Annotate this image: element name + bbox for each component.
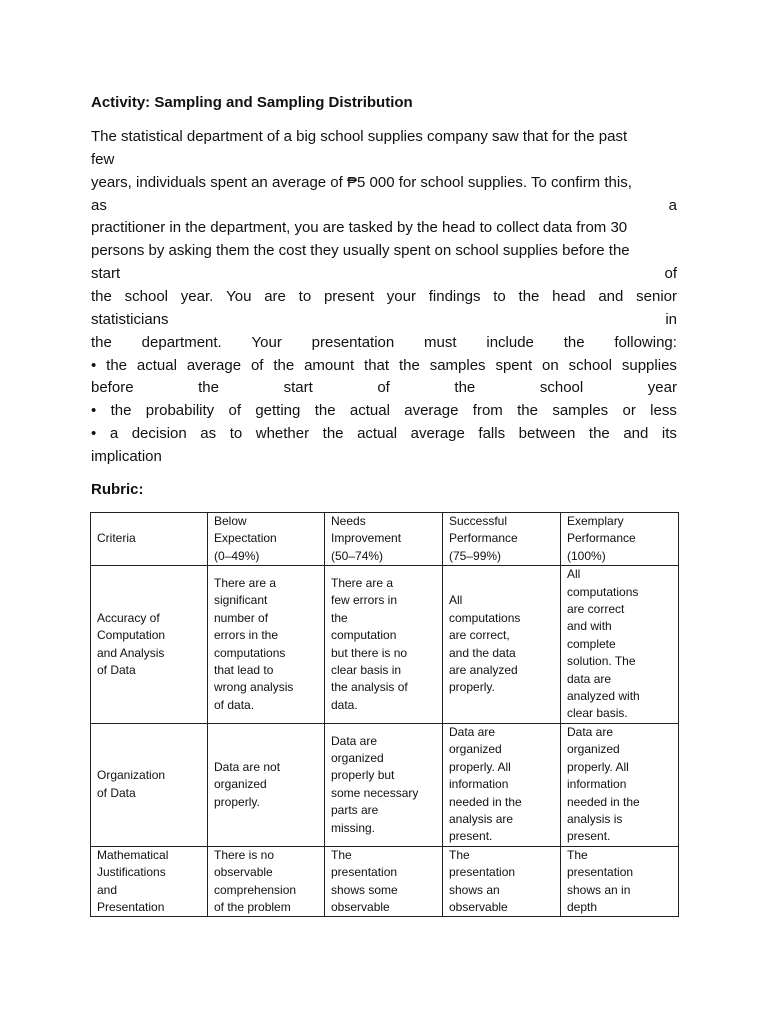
rubric-row: [91, 846, 679, 917]
cell-text-line: complete: [567, 636, 616, 651]
paragraph-word: to: [493, 287, 506, 305]
cell-text-line: clear basis.: [567, 706, 628, 721]
below-expectation-cell: [208, 513, 325, 566]
paragraph-line: persons by asking them the cost they usually spent on school supplies before the: [91, 242, 630, 260]
cell-text-line: Performance: [449, 531, 518, 546]
cell-text-line: Improvement: [331, 531, 402, 546]
cell-text-line: solution. The: [567, 654, 636, 669]
paragraph-word: the: [91, 287, 112, 305]
rubric-row: [91, 723, 679, 846]
paragraph-word: to: [298, 287, 312, 305]
cell-text-line: needed in the: [567, 794, 640, 809]
cell-text-line: and the data: [449, 645, 516, 660]
paragraph-word: between: [518, 425, 576, 443]
paragraph-line: [91, 378, 677, 398]
needs-improvement-cell: [325, 846, 443, 917]
paragraph-word: the: [273, 356, 295, 374]
paragraph-word: falls: [478, 425, 506, 443]
paragraph-word: include: [486, 333, 534, 351]
paragraph-word: samples: [552, 402, 609, 420]
paragraph-line: implication: [91, 447, 162, 465]
cell-text-line: Expectation: [214, 531, 277, 546]
paragraph-word: the: [398, 356, 420, 374]
paragraph-word: of: [377, 379, 390, 397]
cell-text-line: Mathematical: [97, 847, 169, 862]
paragraph-word: Your: [251, 333, 282, 351]
cell-text-line: properly.: [214, 794, 260, 809]
rubric-title: Rubric:: [91, 481, 144, 498]
cell-text-line: Organization: [97, 768, 166, 783]
cell-text-line: data.: [331, 697, 358, 712]
cell-text-line: analyzed with: [567, 689, 640, 704]
paragraph-word: head: [552, 287, 586, 305]
cell-text-line: Data are: [331, 733, 378, 748]
paragraph-line: [91, 310, 677, 330]
cell-text-line: significant: [214, 593, 268, 608]
paragraph-word: samples: [429, 356, 486, 374]
paragraph-word: department.: [141, 333, 222, 351]
cell-text-line: There are a: [214, 575, 277, 590]
cell-text-line: Data are not: [214, 759, 281, 774]
paragraph-word: school: [539, 379, 584, 397]
cell-text-line: (75–99%): [449, 548, 502, 563]
cell-text-line: the analysis of: [331, 680, 408, 695]
cell-text-line: Justifications: [97, 865, 166, 880]
successful-performance-cell: [443, 513, 561, 566]
cell-text-line: (0–49%): [214, 548, 260, 563]
paragraph-line: [91, 264, 677, 284]
cell-text-line: information: [567, 777, 627, 792]
paragraph-word: •: [91, 356, 97, 374]
paragraph-word: average: [404, 402, 459, 420]
criteria-cell: [91, 566, 208, 724]
cell-text-line: are correct,: [449, 628, 510, 643]
successful-performance-cell: [443, 846, 561, 917]
exemplary-performance-cell: [561, 723, 679, 846]
cell-text-line: properly.: [449, 680, 495, 695]
paragraph-word: actual: [136, 356, 177, 374]
activity-title: Activity: Sampling and Sampling Distribution: [91, 94, 413, 111]
below-expectation-cell: [208, 723, 325, 846]
cell-text-line: and with: [567, 619, 612, 634]
paragraph-word: presentation: [311, 333, 395, 351]
paragraph-word: probability: [145, 402, 215, 420]
paragraph-line: [91, 401, 677, 421]
cell-text-line: of Data: [97, 662, 136, 677]
cell-text-line: Performance: [567, 531, 636, 546]
cell-text-line: presentation: [331, 865, 398, 880]
cell-text-line: and: [97, 882, 118, 897]
cell-text-line: observable: [449, 899, 508, 914]
cell-text-line: There is no: [214, 847, 275, 862]
cell-text-line: analysis are: [449, 811, 514, 826]
paragraph-word: must: [424, 333, 457, 351]
cell-text-line: All: [567, 567, 581, 582]
paragraph-word: •: [91, 402, 97, 420]
paragraph-word: the: [563, 333, 585, 351]
below-expectation-cell: [208, 566, 325, 724]
cell-text-line: properly. All: [449, 759, 511, 774]
criteria-cell: [91, 723, 208, 846]
cell-text-line: Data are: [449, 724, 496, 739]
paragraph-word: decision: [131, 425, 187, 443]
cell-text-line: depth: [567, 899, 598, 914]
paragraph-line: The statistical department of a big school supplies company saw that for the past: [91, 128, 628, 145]
cell-text-line: observable: [214, 865, 273, 880]
cell-text-line: organized: [214, 777, 267, 792]
paragraph-word: school: [124, 287, 168, 305]
paragraph-word: start: [283, 379, 313, 397]
paragraph-word: your: [386, 287, 416, 305]
successful-performance-cell: [443, 566, 561, 724]
cell-text-line: computation: [331, 628, 397, 643]
paragraph-word: or: [622, 402, 636, 420]
paragraph-line: practitioner in the department, you are tasked by the head to collect data from 30: [91, 219, 628, 237]
paragraph-word: the: [588, 425, 610, 443]
paragraph-line: years, individuals spent an average of ₱5 000 for school supplies. To confirm this,: [91, 173, 632, 191]
cell-text-line: Criteria: [97, 531, 136, 546]
cell-text-line: the: [331, 610, 348, 625]
paragraph-word: a: [109, 425, 119, 443]
cell-text-line: information: [449, 777, 509, 792]
cell-text-line: The: [567, 847, 588, 862]
paragraph-word: getting: [255, 402, 301, 420]
paragraph-word: You: [226, 287, 252, 305]
paragraph-line: few: [91, 150, 115, 168]
cell-text-line: parts are: [331, 803, 379, 818]
paragraph-word: the: [322, 425, 344, 443]
paragraph-word: of: [228, 402, 241, 420]
cell-text-line: computations: [567, 584, 639, 599]
cell-text-line: that lead to: [214, 662, 274, 677]
cell-text-line: computations: [214, 645, 286, 660]
paragraph-word: the: [314, 402, 336, 420]
cell-text-line: properly. All: [567, 759, 629, 774]
cell-text-line: Exemplary: [567, 514, 624, 528]
paragraph-word: and: [623, 425, 649, 443]
cell-text-line: errors in the: [214, 628, 279, 643]
cell-text-line: shows some: [331, 882, 398, 897]
cell-text-line: comprehension: [214, 882, 297, 897]
criteria-cell: [91, 846, 208, 917]
paragraph-word: from: [472, 402, 503, 420]
paragraph-word: in: [665, 310, 677, 328]
cell-text-line: There are a: [331, 575, 394, 590]
cell-text-line: organized: [567, 742, 620, 757]
paragraph-word: before: [91, 379, 134, 397]
paragraph-word: supplies: [621, 356, 677, 374]
cell-text-line: shows an in: [567, 882, 631, 897]
cell-text-line: shows an: [449, 882, 500, 897]
paragraph-word: its: [661, 425, 677, 443]
paragraph-word: findings: [428, 287, 481, 305]
paragraph-line: [91, 333, 677, 353]
paragraph-word: actual: [349, 402, 390, 420]
paragraph-word: of: [664, 265, 677, 283]
cell-text-line: The: [331, 847, 352, 862]
cell-text-line: Accuracy of: [97, 610, 160, 625]
paragraph-word: as: [200, 425, 217, 443]
below-expectation-cell: [208, 846, 325, 917]
paragraph-word: following:: [614, 333, 677, 351]
paragraph-word: school: [568, 356, 612, 374]
paragraph-word: year.: [180, 287, 214, 305]
paragraph-word: start: [91, 265, 121, 283]
paragraph-word: amount: [304, 356, 355, 374]
cell-text-line: data are: [567, 671, 612, 686]
cell-text-line: presentation: [567, 865, 634, 880]
cell-text-line: organized: [331, 750, 384, 765]
cell-text-line: clear basis in: [331, 662, 402, 677]
paragraph-word: the: [517, 402, 538, 420]
cell-text-line: needed in the: [449, 794, 522, 809]
paragraph-word: are: [264, 287, 286, 305]
paragraph-line: [91, 356, 677, 376]
paragraph-line: [91, 196, 677, 216]
paragraph-line: [91, 424, 677, 444]
paragraph-word: •: [91, 425, 97, 443]
cell-text-line: Presentation: [97, 899, 165, 914]
paragraph-word: statisticians: [91, 310, 169, 328]
paragraph-line: [91, 287, 677, 307]
paragraph-word: year: [647, 379, 677, 397]
rubric-header-row: [91, 513, 679, 566]
cell-text-line: observable: [331, 899, 390, 914]
paragraph-word: the: [106, 356, 128, 374]
cell-text-line: missing.: [331, 820, 376, 835]
cell-text-line: organized: [449, 742, 502, 757]
paragraph-word: as: [91, 196, 107, 214]
cell-text-line: present.: [567, 829, 611, 844]
paragraph-word: the: [91, 333, 112, 351]
paragraph-word: average: [410, 425, 465, 443]
paragraph-word: senior: [636, 287, 677, 305]
paragraph-word: actual: [357, 425, 398, 443]
cell-text-line: are analyzed: [449, 662, 518, 677]
rubric-table: [90, 512, 679, 917]
cell-text-line: Successful: [449, 514, 508, 528]
cell-text-line: but there is no: [331, 645, 408, 660]
cell-text-line: presentation: [449, 865, 516, 880]
cell-text-line: Computation: [97, 628, 166, 643]
cell-text-line: analysis is: [567, 811, 623, 826]
paragraph-word: to: [229, 425, 243, 443]
cell-text-line: All: [449, 593, 463, 608]
cell-text-line: and Analysis: [97, 645, 165, 660]
needs-improvement-cell: [325, 513, 443, 566]
cell-text-line: (50–74%): [331, 548, 384, 563]
exemplary-performance-cell: [561, 513, 679, 566]
cell-text-line: of the problem: [214, 899, 291, 914]
cell-text-line: Needs: [331, 514, 366, 528]
cell-text-line: present.: [449, 829, 493, 844]
paragraph-word: of: [250, 356, 264, 374]
cell-text-line: few errors in: [331, 593, 398, 608]
paragraph-word: and: [598, 287, 624, 305]
cell-text-line: are correct: [567, 602, 625, 617]
exemplary-performance-cell: [561, 566, 679, 724]
paragraph-word: the: [518, 287, 540, 305]
paragraph-word: a: [668, 196, 677, 214]
paragraph-word: that: [364, 356, 390, 374]
paragraph-word: on: [542, 356, 559, 374]
cell-text-line: The: [449, 847, 470, 862]
cell-text-line: Data are: [567, 724, 614, 739]
paragraph-word: spent: [495, 356, 533, 374]
paragraph-word: the: [110, 402, 132, 420]
cell-text-line: (100%): [567, 548, 606, 563]
cell-text-line: of Data: [97, 785, 136, 800]
successful-performance-cell: [443, 723, 561, 846]
cell-text-line: of data.: [214, 697, 255, 712]
rubric-row: [91, 566, 679, 724]
exemplary-performance-cell: [561, 846, 679, 917]
cell-text-line: computations: [449, 610, 521, 625]
paragraph-word: whether: [255, 425, 310, 443]
cell-text-line: number of: [214, 610, 269, 625]
cell-text-line: wrong analysis: [214, 680, 294, 695]
needs-improvement-cell: [325, 566, 443, 724]
paragraph-word: average: [186, 356, 242, 374]
paragraph-word: present: [323, 287, 374, 305]
cell-text-line: Below: [214, 514, 247, 528]
cell-text-line: properly but: [331, 768, 395, 783]
paragraph-word: the: [454, 379, 476, 397]
paragraph-word: less: [650, 402, 677, 420]
needs-improvement-cell: [325, 723, 443, 846]
criteria-cell: [91, 513, 208, 566]
cell-text-line: some necessary: [331, 785, 419, 800]
paragraph-word: the: [198, 379, 219, 397]
